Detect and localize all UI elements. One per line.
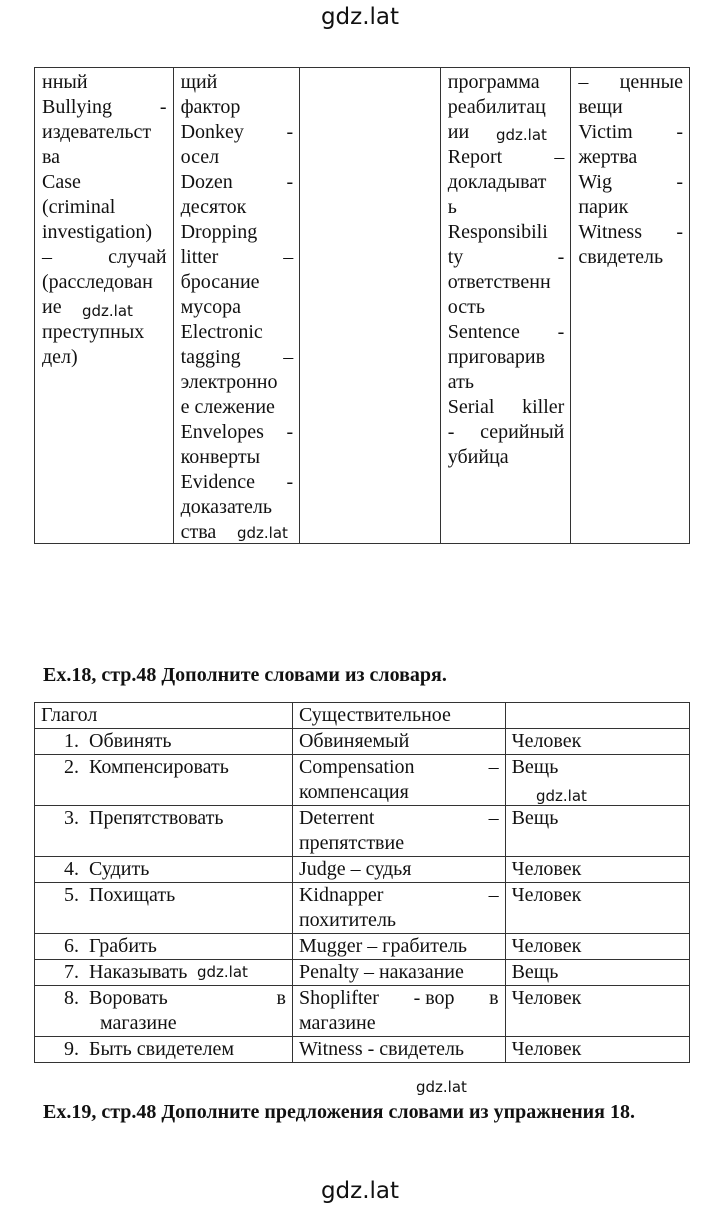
- vocab-line: [181, 320, 294, 345]
- vocab-text: Case: [42, 171, 81, 193]
- vocab-line: [181, 120, 294, 145]
- noun-text: Witness - свидетель: [298, 1038, 465, 1060]
- vocab-text: Wig: [578, 171, 612, 193]
- header-noun: Существительное: [292, 703, 505, 729]
- vocab-line: [181, 520, 294, 545]
- type-cell: Человек: [505, 883, 689, 934]
- watermark-inline: gdz.lat: [496, 126, 547, 144]
- vocab-text: щий: [180, 71, 218, 93]
- vocab-line: [181, 245, 294, 270]
- vocabulary-table: [34, 67, 690, 544]
- table-row: [35, 755, 690, 806]
- row-number: 4.: [64, 858, 79, 880]
- vocab-text: -: [557, 321, 565, 343]
- vocab-text: -: [676, 221, 683, 243]
- verb-cell: [35, 755, 293, 806]
- vocab-line: [181, 95, 294, 120]
- vocab-line: [42, 270, 167, 295]
- noun-text: –: [488, 884, 499, 906]
- vocab-line: [42, 170, 167, 195]
- vocab-text: убийца: [447, 446, 509, 468]
- vocab-text: –: [283, 346, 294, 368]
- vocab-line: [448, 195, 565, 220]
- verb-cell: [35, 883, 293, 934]
- watermark-inline: gdz.lat: [536, 787, 587, 805]
- vocab-line: [448, 370, 565, 395]
- header-verb: Глагол: [35, 703, 293, 729]
- vocab-line: [448, 220, 565, 245]
- vocab-text: мусора: [180, 296, 241, 318]
- table-row: [35, 986, 690, 1037]
- vocab-text: ать: [447, 371, 474, 393]
- vocab-line: [578, 95, 683, 120]
- vocab-text: жертва: [578, 146, 638, 168]
- vocab-line: [42, 220, 167, 245]
- noun-text: Mugger – грабитель: [298, 935, 467, 957]
- vocab-line: [181, 70, 294, 95]
- vocab-text: ии: [447, 121, 470, 143]
- vocab-text: ства: [180, 521, 217, 543]
- vocab-text: электронно: [180, 371, 278, 393]
- watermark-bottom: gdz.lat: [320, 1178, 400, 1204]
- vocab-text: ость: [447, 296, 485, 318]
- vocab-line: [578, 145, 683, 170]
- table-row: [35, 806, 690, 857]
- vocab-text: –: [554, 146, 565, 168]
- vocab-column-2: [174, 68, 301, 543]
- verb-text: Обвинять: [89, 730, 172, 752]
- vocab-line: [42, 145, 167, 170]
- verb-text: Грабить: [89, 935, 157, 957]
- verb-cell: [35, 960, 293, 986]
- vocab-line: [42, 345, 167, 370]
- vocab-line: [181, 220, 294, 245]
- vocab-line: [42, 245, 167, 270]
- type-cell: Вещь: [505, 960, 689, 986]
- vocab-text: докладыват: [447, 171, 547, 193]
- exercise-18-heading: Ex.18, стр.48 Дополните словами из словаря.: [43, 664, 447, 686]
- noun-text: Penalty – наказание: [298, 961, 464, 983]
- noun-cell: [292, 960, 505, 986]
- type-cell: Человек: [505, 934, 689, 960]
- vocab-line: [448, 445, 565, 470]
- noun-cell: [292, 1037, 505, 1063]
- row-number: 1.: [64, 730, 79, 752]
- vocab-line: [181, 345, 294, 370]
- noun-cell: [292, 729, 505, 755]
- watermark-inline: gdz.lat: [237, 524, 288, 542]
- vocab-line: [181, 445, 294, 470]
- vocab-text: -: [557, 246, 565, 268]
- vocab-text: Dropping: [180, 221, 258, 243]
- noun-text: Kidnapper: [298, 884, 384, 906]
- vocab-text: killer: [522, 396, 565, 418]
- verb-text: Компенсировать: [89, 756, 229, 778]
- vocab-text: -: [286, 171, 294, 193]
- row-number: 8.: [64, 987, 79, 1009]
- vocab-text: приговарив: [447, 346, 546, 368]
- vocab-column-1: [35, 68, 174, 543]
- vocab-text: litter: [180, 246, 219, 268]
- watermark-inline: gdz.lat: [82, 302, 133, 320]
- vocab-text: ценные: [619, 71, 683, 93]
- vocab-line: [448, 345, 565, 370]
- table-header-row: [35, 703, 690, 729]
- vocab-text: Responsibili: [447, 221, 548, 243]
- vocab-text: –: [578, 71, 589, 93]
- vocab-line: [181, 170, 294, 195]
- vocab-line: [578, 245, 683, 270]
- verb-cell: [35, 986, 293, 1037]
- vocab-line: [578, 195, 683, 220]
- vocab-line: [448, 170, 565, 195]
- vocab-text: -: [676, 121, 683, 143]
- vocab-text: Serial: [447, 396, 495, 418]
- vocab-line: [448, 120, 565, 145]
- noun-text: магазине: [298, 1012, 376, 1034]
- vocab-line: [42, 295, 167, 320]
- vocab-line: [448, 70, 565, 95]
- noun-cell: [292, 883, 505, 934]
- vocab-line: [578, 170, 683, 195]
- noun-text: –: [488, 807, 499, 829]
- exercise-18-table: [34, 702, 690, 1063]
- vocab-column-3: [300, 68, 441, 543]
- type-cell: Вещь: [505, 755, 689, 806]
- exercise-19-heading: Ex.19, стр.48 Дополните предложения словами из упражнения 18.: [43, 1101, 636, 1123]
- vocab-line: [181, 270, 294, 295]
- vocab-text: конверты: [180, 446, 261, 468]
- vocab-column-4: [441, 68, 572, 543]
- vocab-text: Witness: [578, 221, 642, 243]
- vocab-text: нный: [42, 71, 88, 93]
- verb-cell: [35, 806, 293, 857]
- vocab-text: вещи: [578, 96, 623, 118]
- vocab-line: [42, 95, 167, 120]
- vocab-line: [448, 320, 565, 345]
- vocab-line: [181, 370, 294, 395]
- table-row: [35, 729, 690, 755]
- vocab-text: Evidence: [180, 471, 255, 493]
- noun-text: Judge – судья: [298, 858, 412, 880]
- type-cell: Человек: [505, 1037, 689, 1063]
- vocab-line: [181, 420, 294, 445]
- noun-cell: [292, 986, 505, 1037]
- vocab-line: [42, 320, 167, 345]
- verb-cell: [35, 1037, 293, 1063]
- verb-text: Воровать: [89, 987, 168, 1009]
- vocab-line: [181, 395, 294, 420]
- noun-cell: [292, 806, 505, 857]
- noun-cell: [292, 755, 505, 806]
- row-number: 5.: [64, 884, 79, 906]
- vocab-text: случай: [108, 246, 167, 268]
- vocab-line: [448, 395, 565, 420]
- row-number: 3.: [64, 807, 79, 829]
- verb-cell: [35, 857, 293, 883]
- vocab-text: (расследован: [42, 271, 153, 293]
- vocab-text: Report: [447, 146, 503, 168]
- vocab-text: –: [42, 246, 52, 268]
- type-cell: Человек: [505, 986, 689, 1037]
- table-row: [35, 883, 690, 934]
- vocab-text: дел): [42, 346, 78, 368]
- verb-text: Быть свидетелем: [89, 1038, 234, 1060]
- vocab-line: [181, 145, 294, 170]
- vocab-text: Sentence: [447, 321, 520, 343]
- vocab-text: Bullying: [42, 96, 113, 118]
- noun-text: - вор: [413, 987, 455, 1009]
- header-type: [505, 703, 689, 729]
- vocab-text: свидетель: [578, 246, 664, 268]
- vocab-text: преступных: [42, 321, 145, 343]
- watermark-top: gdz.lat: [320, 4, 400, 30]
- vocab-line: [42, 120, 167, 145]
- vocab-line: [181, 195, 294, 220]
- vocab-text: Electronic: [180, 321, 263, 343]
- vocab-line: [181, 495, 294, 520]
- noun-text: Shoplifter: [298, 987, 379, 1009]
- vocab-line: [578, 70, 683, 95]
- row-number: 2.: [64, 756, 79, 778]
- verb-text: Препятствовать: [89, 807, 224, 829]
- vocab-text: -: [159, 96, 167, 118]
- vocab-text: tagging: [180, 346, 241, 368]
- noun-text: Обвиняемый: [298, 730, 410, 752]
- watermark-inline: gdz.lat: [416, 1078, 467, 1096]
- table-row: [35, 857, 690, 883]
- watermark-inline: gdz.lat: [197, 963, 248, 981]
- vocab-text: ответственн: [447, 271, 551, 293]
- verb-cell: [35, 934, 293, 960]
- vocab-text: (criminal: [42, 196, 116, 218]
- row-number: 7.: [64, 961, 79, 983]
- noun-text: в: [489, 987, 499, 1009]
- vocab-text: издевательст: [42, 121, 152, 143]
- vocab-text: е слежение: [180, 396, 275, 418]
- vocab-line: [42, 195, 167, 220]
- vocab-text: -: [286, 421, 294, 443]
- type-cell: Человек: [505, 857, 689, 883]
- vocab-text: investigation): [42, 221, 152, 243]
- vocab-text: доказатель: [180, 496, 273, 518]
- vocab-line: [448, 420, 565, 445]
- vocab-text: фактор: [180, 96, 241, 118]
- vocab-text: ty: [447, 246, 464, 268]
- type-cell: Вещь: [505, 806, 689, 857]
- vocab-text: Dozen: [180, 171, 233, 193]
- noun-text: компенсация: [298, 781, 409, 803]
- vocab-text: программа: [447, 71, 540, 93]
- noun-cell: [292, 857, 505, 883]
- verb-cell: [35, 729, 293, 755]
- row-number: 6.: [64, 935, 79, 957]
- noun-text: похититель: [298, 909, 397, 931]
- noun-text: Deterrent: [298, 807, 375, 829]
- vocab-line: [181, 295, 294, 320]
- row-number: 9.: [64, 1038, 79, 1060]
- vocab-line: [448, 270, 565, 295]
- table-row: [35, 934, 690, 960]
- vocab-text: осел: [180, 146, 220, 168]
- vocab-text: десяток: [180, 196, 247, 218]
- vocab-line: [448, 245, 565, 270]
- vocab-text: ва: [42, 146, 61, 168]
- verb-text: Похищать: [89, 884, 176, 906]
- vocab-text: -: [447, 421, 455, 443]
- vocab-line: [42, 70, 167, 95]
- vocab-line: [448, 145, 565, 170]
- vocab-text: ие: [42, 296, 62, 318]
- vocab-text: парик: [578, 196, 629, 218]
- vocab-text: серийный: [480, 421, 565, 443]
- vocab-text: –: [283, 246, 294, 268]
- vocab-line: [578, 120, 683, 145]
- vocab-line: [448, 95, 565, 120]
- verb-text: в: [276, 987, 286, 1009]
- vocab-text: -: [286, 121, 294, 143]
- noun-text: Compensation: [298, 756, 415, 778]
- vocab-text: реабилитац: [447, 96, 546, 118]
- vocab-text: -: [286, 471, 294, 493]
- type-cell: Человек: [505, 729, 689, 755]
- noun-text: –: [488, 756, 499, 778]
- vocab-text: бросание: [180, 271, 260, 293]
- verb-text: Судить: [89, 858, 150, 880]
- vocab-line: [181, 470, 294, 495]
- noun-text: препятствие: [298, 832, 405, 854]
- vocab-text: Donkey: [180, 121, 244, 143]
- vocab-line: [448, 295, 565, 320]
- table-row: [35, 1037, 690, 1063]
- vocab-text: Envelopes: [180, 421, 264, 443]
- vocab-text: ь: [447, 196, 457, 218]
- verb-text: магазине: [100, 1012, 177, 1034]
- verb-text: Наказывать: [89, 961, 188, 983]
- vocab-text: -: [676, 171, 683, 193]
- vocab-text: Victim: [578, 121, 633, 143]
- vocab-line: [578, 220, 683, 245]
- noun-cell: [292, 934, 505, 960]
- table-row: [35, 960, 690, 986]
- vocab-column-5: [571, 68, 689, 543]
